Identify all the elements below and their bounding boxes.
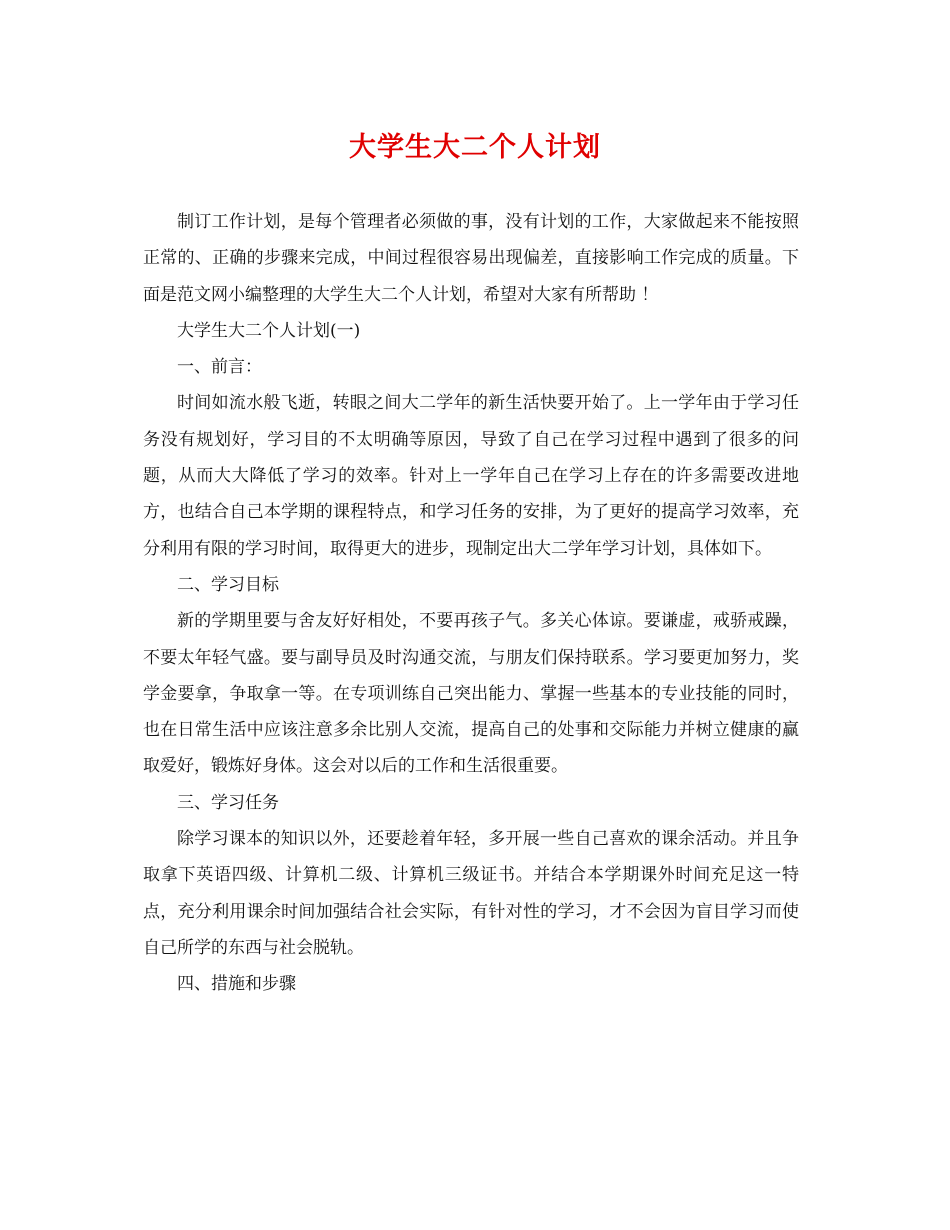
section-heading-plan-one: 大学生大二个人计划(一)	[177, 320, 361, 341]
document-title: 大学生大二个人计划	[349, 132, 601, 163]
tasks-paragraph: 除学习课本的知识以外，还要趁着年轻，多开展一些自己喜欢的课余活动。并且争取拿下英语四级、计算机二级、计算机三级证书。并结合本学期课外时间充足这一特点，充分利用课余时间加强结合社会实际，有针对性的学习，才不会因为盲目学习而使自己所学的东西与社会脱轨。	[143, 829, 799, 958]
section-heading-preface: 一、前言：	[177, 357, 262, 378]
intro-paragraph: 制订工作计划，是每个管理者必须做的事，没有计划的工作，大家做起来不能按照正常的、正确的步骤来完成，中间过程很容易出现偏差，直接影响工作完成的质量。下面是范文网小编整理的大学生大二个人计划，希望对大家有所帮助 ！	[143, 212, 799, 305]
document-body	[143, 204, 799, 1003]
section-heading-goals: 二、学习目标	[177, 574, 279, 595]
section-heading-tasks: 三、学习任务	[177, 792, 279, 813]
goals-paragraph: 新的学期里要与舍友好好相处，不要再孩子气。多关心体谅。要谦虚，戒骄戒躁，不要太年轻气盛。要与副导员及时沟通交流，与朋友们保持联系。学习要更加努力，奖学金要拿，争取拿一等。在专项训练自己突出能力、掌握一些基本的专业技能的同时，也在日常生活中应该注意多余比别人交流，提高自己的处事和交际能力并树立健康的赢取爱好，锻炼好身体。这会对以后的工作和生活很重要。	[143, 611, 799, 777]
section-heading-measures: 四、措施和步骤	[177, 974, 296, 995]
preface-paragraph: 时间如流水般飞逝，转眼之间大二学年的新生活快要开始了。上一学年由于学习任务没有规划好，学习目的不太明确等原因，导致了自己在学习过程中遇到了很多的问题，从而大大降低了学习的效率。针对上一学年自己在学习上存在的许多需要改进地方，也结合自己本学期的课程特点，和学习任务的安排，为了更好的提高学习效率，充分利用有限的学习时间，取得更大的进步，现制定出大二学年学习计划，具体如下。	[143, 393, 799, 559]
